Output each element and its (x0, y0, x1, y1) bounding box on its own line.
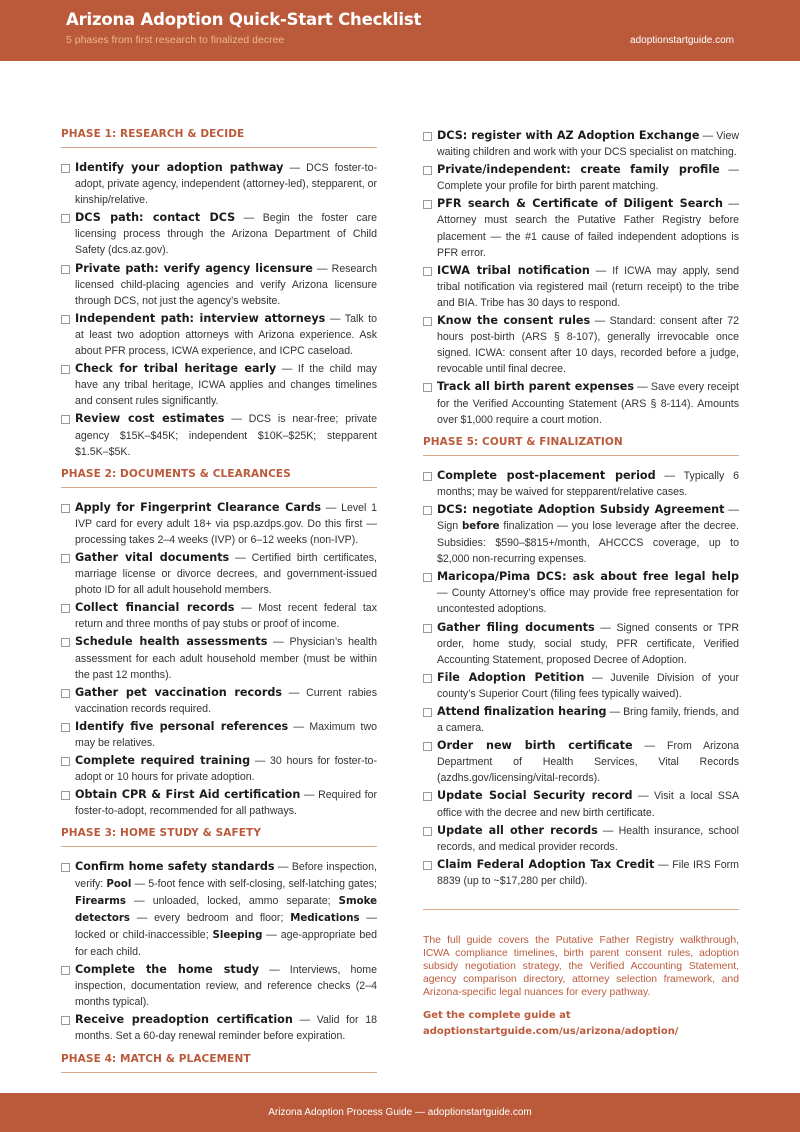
section-divider (423, 909, 739, 910)
item-title: DCS: register with AZ Adoption Exchange (437, 129, 700, 142)
checklist-item: ICWA tribal notification — If ICWA may apply, send tribal notification via registered mail (return receipt) to the tribe and BIA. Tribe has 30 days to respond. (423, 263, 739, 311)
checklist-item: DCS path: contact DCS — Begin the foster care licensing process through the Arizona Department of Child Safety (dcs.az.gov). (61, 210, 377, 258)
item-title: Obtain CPR & First Aid certification (75, 788, 301, 802)
site-link[interactable]: adoptionstartguide.com (630, 35, 734, 46)
item-description: DCS foster-to-adopt, private agency, independent (attorney-led), stepparent, or kinship/relative. (75, 162, 378, 207)
item-description: Required for foster-to-adopt, recommended for all pathways. (75, 789, 378, 818)
item-keyword: Medications (290, 912, 360, 924)
checkbox[interactable] (423, 742, 432, 751)
item-title: File Adoption Petition (437, 670, 585, 684)
item-title: Receive preadoption certification (75, 1013, 293, 1027)
item-description: DCS is near-free; private agency $15K–$45K; independent $10K–$25K; stepparent $1.5K–$5K. (75, 413, 377, 458)
checklist-item: Attend finalization hearing — Bring family, friends, and a camera. (423, 704, 739, 736)
checklist-item: Track all birth parent expenses — Save every receipt for the Verified Accounting Statement (ARS § 8-114). Amounts over $1,000 require a court motion. (423, 379, 739, 427)
item-keyword: before (462, 520, 500, 532)
checklist-item: Independent path: interview attorneys — Talk to at least two adoption attorneys with Arizona experience. Ask about PFR process, ICWA experience, and ICPC caseload. (61, 311, 377, 359)
item-keyword: Smoke detectors (75, 895, 377, 924)
item-title: Order new birth certificate (437, 739, 633, 753)
header-banner (0, 0, 800, 61)
item-title: DCS: negotiate Adoption Subsidy Agreement (437, 502, 725, 516)
item-title: Attend finalization hearing (437, 705, 607, 718)
item-title: Check for tribal heritage early (75, 362, 277, 376)
item-description: Talk to at least two adoption attorneys with Arizona experience. Ask about PFR process, ICWA experience, and ICPC caseload. (75, 312, 377, 358)
item-title: Update Social Security record (437, 789, 633, 803)
checklist-item: Apply for Fingerprint Clearance Cards — Level 1 IVP card for every adult 18+ via psp.azdps.gov. Do this first — processing takes 2–4 weeks (IVP) or 6–12 weeks (non-IVP). (61, 500, 377, 548)
checklist-item: Check for tribal heritage early — If the child may have any tribal heritage, ICWA applies and changes timelines and consent rules significantly. (61, 361, 377, 409)
checklist-item: Complete post-placement period — Typically 6 months; may be waived for stepparent/relative cases. (423, 468, 739, 500)
checkbox[interactable] (61, 966, 70, 975)
checklist-item: Order new birth certificate — From Arizona Department of Health Services, Vital Records (azdhs.gov/licensing/vital-records). (423, 738, 739, 786)
item-title: Review cost estimates (75, 412, 225, 426)
item-title: Claim Federal Adoption Tax Credit (437, 857, 655, 871)
checkbox[interactable] (61, 164, 70, 173)
checklist-item: Private/independent: create family profile — Complete your profile for birth parent matching. (423, 162, 739, 194)
checkbox[interactable] (423, 573, 432, 582)
phase-heading: PHASE 1: RESEARCH & DECIDE (61, 128, 377, 148)
checklist-item: Know the consent rules — Standard: consent after 72 hours post-birth (ARS § 8-107), generally irrevocable once signed. ICWA: consent after 10 days, recorded before a judge, revocable until final decree. (423, 313, 739, 377)
item-title: Update all other records (437, 823, 598, 837)
item-title: Independent path: interview attorneys (75, 311, 326, 325)
cta-link[interactable]: adoptionstartguide.com/us/arizona/adoption/ (423, 1026, 679, 1037)
phase-heading: PHASE 2: DOCUMENTS & CLEARANCES (61, 468, 377, 488)
item-description: Typically 6 months; may be waived for stepparent/relative cases. (437, 469, 739, 498)
item-title: Gather vital documents (75, 550, 230, 564)
item-title: Gather pet vaccination records (75, 685, 283, 699)
checklist-item: PFR search & Certificate of Diligent Search — Attorney must search the Putative Father Registry before placement — the #1 cause of failed independent adoptions is PFR error. (423, 196, 739, 260)
item-description: County Attorney’s office may provide free representation for uncontested adoptions. (437, 587, 739, 616)
item-title: Private path: verify agency licensure (75, 261, 313, 275)
item-title: Know the consent rules (437, 314, 591, 328)
checkbox[interactable] (61, 604, 70, 613)
checkbox[interactable] (61, 214, 70, 223)
item-description: Begin the foster care licensing process through the Arizona Department of Child Safety (dcs.az.gov). (75, 212, 378, 257)
item-title: Complete post-placement period (437, 468, 656, 482)
checkbox[interactable] (423, 792, 432, 801)
page-title: Arizona Adoption Quick-Start Checklist (66, 10, 422, 29)
checklist-item: Confirm home safety standards — Before inspection, verify: Pool — 5-foot fence with self-closing, self-latching gates; Firearms — unloaded, locked, ammo separate; Smoke detectors — every bedroom and floor; Medications — locked or child-inaccessible; Sleeping — age-appropriate bed for each child. (61, 859, 377, 960)
cta-label: Get the complete guide at (423, 1009, 571, 1021)
item-title: DCS path: contact DCS (75, 211, 236, 225)
checklist-item: Identify your adoption pathway — DCS foster-to-adopt, private agency, independent (attorney-led), stepparent, or kinship/relative. (61, 160, 377, 208)
checkbox[interactable] (61, 315, 70, 324)
right-column (423, 128, 739, 1041)
item-description: If the child may have any tribal heritage, ICWA applies and changes timelines and consent rules significantly. (75, 363, 377, 408)
item-description: Valid for 18 months. Set a 60-day renewal reminder before expiration. (75, 1014, 378, 1043)
checklist-item: File Adoption Petition — Juvenile Division of your county’s Superior Court (filing fees typically waived). (423, 670, 739, 702)
checkbox[interactable] (61, 1016, 70, 1025)
checkbox[interactable] (61, 504, 70, 513)
checklist-item: Receive preadoption certification — Valid for 18 months. Set a 60-day renewal reminder before expiration. (61, 1012, 377, 1044)
item-title: Apply for Fingerprint Clearance Cards (75, 500, 322, 514)
checkbox[interactable] (61, 265, 70, 274)
item-description: Visit a local SSA office with the decree and new birth certificate. (437, 790, 740, 819)
item-detail: 5-foot fence with self-closing, self-latching gates; (148, 877, 377, 890)
checkbox[interactable] (423, 200, 432, 209)
item-title: Identify five personal references (75, 719, 289, 733)
item-description: View waiting children and work with your DCS specialist on matching. (437, 130, 740, 159)
promo-text: The full guide covers the Putative Father Registry walkthrough, ICWA compliance timelines, birth parent consent rules, adoption subsidy negotiation strategy, the Verified Accounting Statement, agency comparison directory, attorney selection framework, and Arizona-specific legal nuances for every pathway. (423, 935, 739, 999)
item-description: If ICWA may apply, send tribal notification via registered mail (return receipt) to the tribe and BIA. Tribe has 30 days to respond. (437, 264, 739, 309)
checklist-item: Gather filing documents — Signed consents or TPR order, home study, social study, PFR certificate, Verified Accounting Statement, proposed Decree of Adoption. (423, 620, 739, 668)
item-title: Collect financial records (75, 601, 235, 615)
checkbox[interactable] (423, 267, 432, 276)
item-description: Interviews, home inspection, documentation review, and reference checks (2–4 months typical). (75, 964, 377, 1009)
item-detail: every bedroom and floor; (154, 911, 284, 924)
item-detail: unloaded, locked, ammo separate; (152, 894, 331, 907)
item-description: Current rabies vaccination records required. (75, 686, 377, 715)
checkbox[interactable] (423, 708, 432, 717)
checkbox[interactable] (423, 861, 432, 870)
cta-block (423, 1008, 739, 1041)
item-description: Attorney must search the Putative Father Registry before placement — the #1 cause of failed independent adoptions is PFR error. (437, 214, 739, 259)
page-subtitle: 5 phases from first research to finalized decree (66, 34, 285, 46)
checklist-item: DCS: negotiate Adoption Subsidy Agreement — Sign before finalization — you lose leverage after the decree. Subsidies: $590–$815+/month, AHCCCS coverage, up to $2,000 non-recurring expenses. (423, 502, 739, 567)
item-description: From Arizona Department of Health Services, Vital Records (azdhs.gov/licensing/vital-records). (437, 740, 740, 785)
item-title: Schedule health assessments (75, 635, 268, 649)
checklist-item: Gather pet vaccination records — Current rabies vaccination records required. (61, 685, 377, 717)
checkbox[interactable] (423, 506, 432, 515)
item-title: Track all birth parent expenses (437, 380, 635, 394)
item-description: 30 hours for foster-to-adopt or 10 hours for private adoption. (75, 755, 377, 784)
checkbox[interactable] (61, 723, 70, 732)
item-description: Bring family, friends, and a camera. (437, 706, 739, 735)
item-description: Most recent federal tax return and three months of pay stubs or proof of income. (75, 602, 377, 631)
checklist-item: Collect financial records — Most recent federal tax return and three months of pay stubs or proof of income. (61, 600, 377, 632)
checklist-item: Claim Federal Adoption Tax Credit — File IRS Form 8839 (up to ~$17,280 per child). (423, 857, 739, 889)
checklist-item: Update Social Security record — Visit a local SSA office with the decree and new birth certificate. (423, 788, 739, 820)
item-keyword: Pool (106, 878, 132, 890)
phase-heading: PHASE 4: MATCH & PLACEMENT (61, 1053, 377, 1073)
item-title: ICWA tribal notification (437, 263, 590, 277)
item-title: Identify your adoption pathway (75, 161, 284, 174)
checklist-item: Update all other records — Health insurance, school records, and medical provider records. (423, 823, 739, 855)
item-title: Private/independent: create family profile (437, 163, 720, 177)
phase-heading: PHASE 3: HOME STUDY & SAFETY (61, 827, 377, 847)
checkbox[interactable] (423, 624, 432, 633)
checkbox[interactable] (423, 472, 432, 481)
item-description: Physician’s health assessment for each adult household member (must be within the past 12 months). (75, 636, 377, 681)
phase-heading: PHASE 5: COURT & FINALIZATION (423, 436, 739, 456)
item-detail: age-appropriate bed for each child. (75, 928, 377, 958)
item-description: Before inspection, verify: (75, 861, 377, 890)
footer-banner (0, 1093, 800, 1132)
left-column (61, 128, 377, 1085)
item-description: Certified birth certificates, marriage license or divorce decrees, and government-issued photo ID for all adult household members. (75, 551, 377, 597)
item-description: Research licensed child-placing agencies and verify Arizona licensure through DCS, not just the agency’s website. (75, 262, 378, 307)
checklist-item: Complete the home study — Interviews, home inspection, documentation review, and reference checks (2–4 months typical). (61, 962, 377, 1010)
item-description: Health insurance, school records, and medical provider records. (437, 824, 740, 853)
footer-text: Arizona Adoption Process Guide — adoptionstartguide.com (268, 1107, 532, 1118)
checkbox[interactable] (61, 554, 70, 563)
checkbox[interactable] (61, 365, 70, 374)
item-title: Maricopa/Pima DCS: ask about free legal help (437, 570, 739, 584)
checkbox[interactable] (61, 415, 70, 424)
item-title: Confirm home safety standards (75, 860, 275, 874)
checkbox[interactable] (423, 827, 432, 836)
item-description: Standard: consent after 72 hours post-birth (ARS § 8-107), generally irrevocable once signed. ICWA: consent after 10 days, recorded before a judge, revocable until final decree. (437, 315, 739, 376)
item-title: Complete required training (75, 754, 251, 768)
item-keyword: Sleeping (212, 929, 263, 941)
item-description: Level 1 IVP card for every adult 18+ via psp.azdps.gov. Do this first — processing takes 2–4 weeks (IVP) or 6–12 weeks (non-IVP). (75, 501, 377, 546)
checkbox[interactable] (61, 638, 70, 647)
item-description: Maximum two may be relatives. (75, 720, 377, 749)
checklist-item: Identify five personal references — Maximum two may be relatives. (61, 719, 377, 751)
item-keyword: Firearms (75, 895, 126, 907)
checklist-item: Schedule health assessments — Physician’s health assessment for each adult household member (must be within the past 12 months). (61, 634, 377, 682)
checklist-item: Complete required training — 30 hours for foster-to-adopt or 10 hours for private adoption. (61, 753, 377, 785)
checklist-item: Gather vital documents — Certified birth certificates, marriage license or divorce decrees, and government-issued photo ID for all adult household members. (61, 550, 377, 598)
checkbox[interactable] (423, 132, 432, 141)
checkbox[interactable] (423, 166, 432, 175)
item-description: Complete your profile for birth parent matching. (437, 180, 659, 193)
checklist-item: Private path: verify agency licensure — Research licensed child-placing agencies and verify Arizona licensure through DCS, not just the agency’s website. (61, 261, 377, 309)
item-description: Save every receipt for the Verified Accounting Statement (ARS § 8-114). Amounts over $1,000 require a court motion. (437, 381, 739, 426)
item-title: Complete the home study (75, 963, 260, 977)
item-detail: locked or child-inaccessible; (75, 928, 209, 941)
item-description: Signed consents or TPR order, home study, social study, PFR certificate, Verified Accounting Statement, proposed Decree of Adoption. (437, 621, 739, 666)
checklist-item: Review cost estimates — DCS is near-free; private agency $15K–$45K; independent $10K–$25K; stepparent $1.5K–$5K. (61, 411, 377, 459)
item-detail: finalization — you lose leverage after the decree. Subsidies: $590–$815+/month, AHCCCS coverage, up to $2,000 non-recurring expenses. (437, 519, 739, 566)
item-description: Juvenile Division of your county’s Superior Court (filing fees typically waived). (437, 671, 740, 700)
checkbox[interactable] (423, 674, 432, 683)
checkbox[interactable] (423, 317, 432, 326)
checkbox[interactable] (61, 757, 70, 766)
checkbox[interactable] (61, 791, 70, 800)
checklist-item: Obtain CPR & First Aid certification — Required for foster-to-adopt, recommended for all pathways. (61, 787, 377, 819)
item-title: PFR search & Certificate of Diligent Search (437, 197, 723, 211)
item-title: Gather filing documents (437, 620, 595, 634)
checklist-item: Maricopa/Pima DCS: ask about free legal help — County Attorney’s office may provide free representation for uncontested adoptions. (423, 569, 739, 617)
checkbox[interactable] (61, 863, 70, 872)
checklist-item: DCS: register with AZ Adoption Exchange — View waiting children and work with your DCS specialist on matching. (423, 128, 739, 160)
item-description: Sign (437, 519, 459, 532)
checkbox[interactable] (423, 383, 432, 392)
item-description: File IRS Form 8839 (up to ~$17,280 per child). (437, 858, 739, 887)
checkbox[interactable] (61, 689, 70, 698)
